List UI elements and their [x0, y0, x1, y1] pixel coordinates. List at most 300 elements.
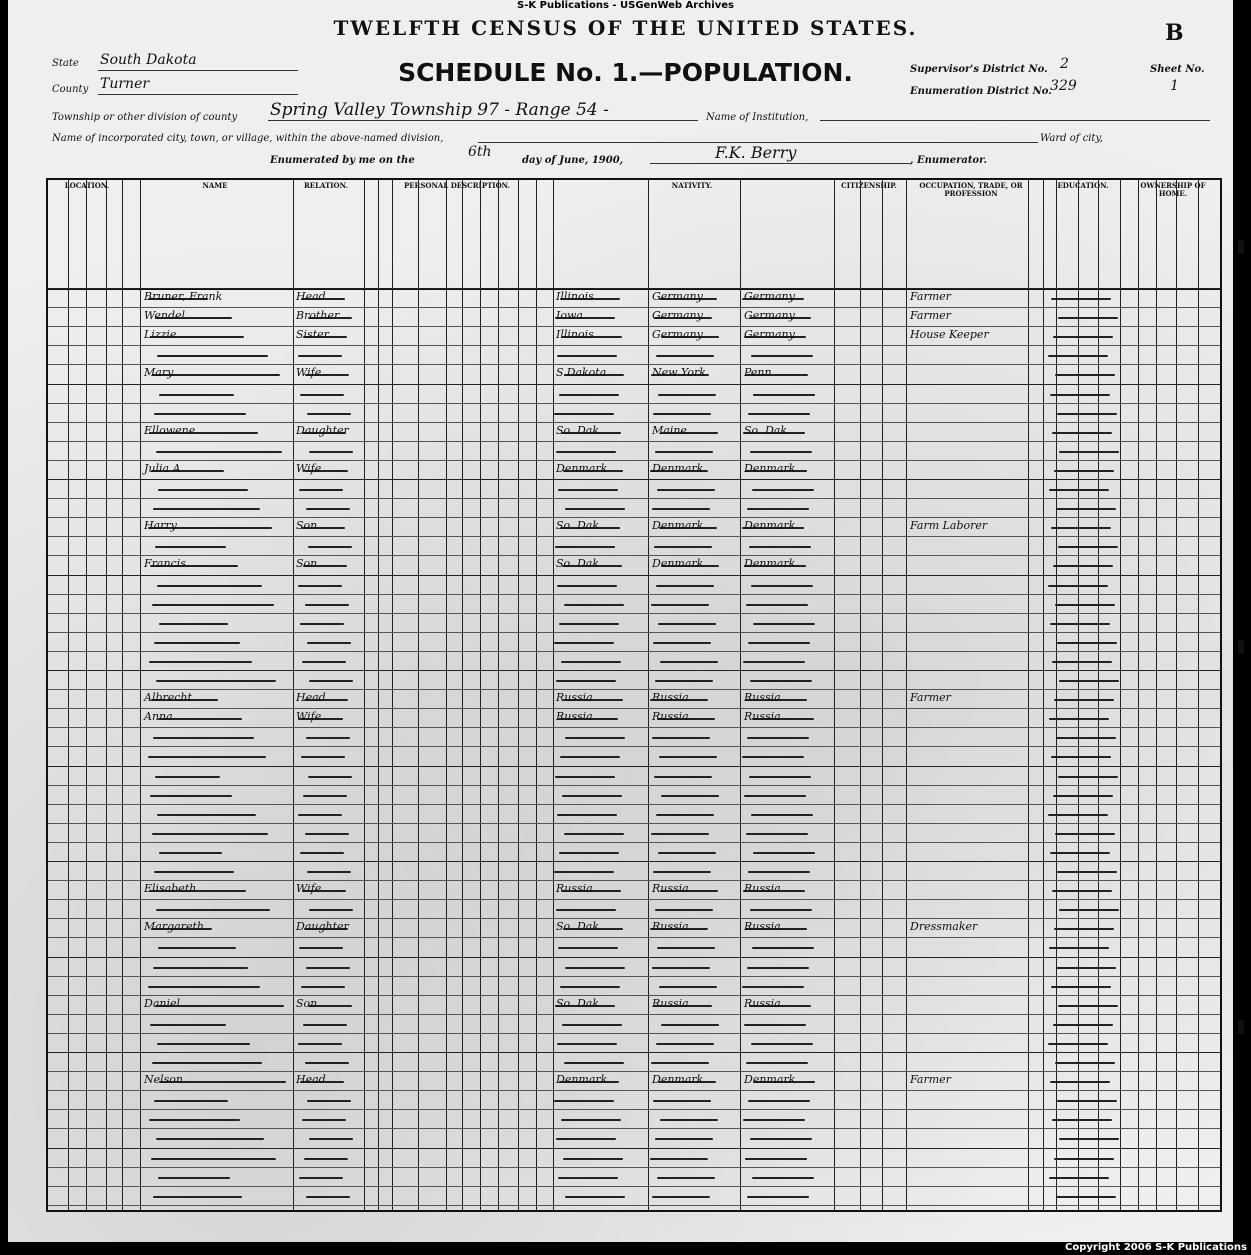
- row-rule: [48, 345, 1220, 346]
- entry-relation: Head: [296, 290, 326, 303]
- column-rule: [1043, 180, 1044, 1210]
- institution-label: Name of Institution,: [706, 112, 809, 123]
- handwriting-stroke: [306, 1196, 350, 1198]
- row-rule: [48, 708, 1220, 709]
- township-value: Spring Valley Township 97 - Range 54 -: [270, 100, 609, 120]
- handwriting-stroke: [753, 623, 815, 625]
- column-rule: [1138, 180, 1139, 1210]
- handwriting-stroke: [1056, 1196, 1116, 1198]
- entry-name: Albrecht: [144, 691, 192, 705]
- handwriting-stroke: [1053, 336, 1113, 338]
- incorporated-label: Name of incorporated city, town, or village, within the above-named division,: [52, 133, 444, 144]
- row-rule: [48, 1128, 1220, 1129]
- entry-name: Elisabeth: [144, 882, 197, 896]
- column-rule: [1156, 180, 1157, 1210]
- entry-mother-birthplace: Russia: [744, 710, 781, 724]
- handwriting-stroke: [565, 967, 625, 969]
- education-header: EDUCATION.: [1057, 181, 1109, 190]
- handwriting-stroke: [558, 489, 618, 491]
- handwriting-stroke: [299, 1177, 343, 1179]
- handwriting-stroke: [306, 737, 350, 739]
- sheet-value: 1: [1170, 78, 1179, 94]
- binding-hole: [1238, 240, 1244, 254]
- entry-birthplace: So. Dak: [556, 557, 600, 571]
- row-rule: [48, 766, 1220, 767]
- entry-occupation: Farmer: [910, 691, 951, 705]
- handwriting-stroke: [150, 795, 232, 797]
- handwriting-stroke: [559, 852, 619, 854]
- handwriting-stroke: [156, 909, 270, 911]
- handwriting-stroke: [658, 394, 716, 396]
- handwriting-stroke: [651, 1062, 709, 1064]
- handwriting-stroke: [556, 680, 616, 682]
- handwriting-stroke: [1051, 756, 1111, 758]
- row-rule: [48, 861, 1220, 862]
- column-rule: [86, 180, 87, 1210]
- entry-name: Mary: [144, 366, 174, 380]
- handwriting-stroke: [655, 451, 713, 453]
- entry-father-birthplace: Russia: [652, 882, 689, 896]
- binding-hole: [1238, 640, 1244, 654]
- handwriting-stroke: [748, 413, 810, 415]
- handwriting-stroke: [309, 909, 353, 911]
- entry-father-birthplace: Germany: [652, 290, 703, 303]
- entry-mother-birthplace: Russia: [744, 882, 781, 896]
- enumerated-day: 6th: [468, 144, 492, 160]
- handwriting-stroke: [1049, 947, 1109, 949]
- handwriting-stroke: [746, 604, 808, 606]
- handwriting-stroke: [1057, 413, 1117, 415]
- handwriting-stroke: [555, 546, 615, 548]
- handwriting-stroke: [1054, 699, 1114, 701]
- county-value: Turner: [100, 76, 150, 92]
- handwriting-stroke: [300, 394, 344, 396]
- entry-father-birthplace: Germany: [652, 309, 703, 323]
- handwriting-stroke: [1058, 1005, 1118, 1007]
- entry-relation: Head: [296, 691, 326, 705]
- entry-birthplace: So. Dak: [556, 423, 600, 437]
- handwriting-stroke: [309, 1138, 353, 1140]
- handwriting-stroke: [1050, 623, 1110, 625]
- handwriting-stroke: [561, 661, 621, 663]
- handwriting-stroke: [750, 909, 812, 911]
- handwriting-stroke: [650, 1158, 708, 1160]
- handwriting-stroke: [657, 947, 715, 949]
- handwriting-stroke: [298, 814, 342, 816]
- entry-occupation: Dressmaker: [910, 920, 978, 934]
- handwriting-stroke: [1048, 355, 1108, 357]
- handwriting-stroke: [307, 413, 351, 415]
- township-underline: [268, 120, 698, 121]
- column-rule: [518, 180, 519, 1210]
- handwriting-stroke: [654, 776, 712, 778]
- handwriting-stroke: [751, 355, 813, 357]
- column-rule: [480, 180, 481, 1210]
- entry-birthplace: Russia: [556, 691, 593, 705]
- row-rule: [48, 976, 1220, 977]
- entry-birthplace: Russia: [556, 882, 593, 896]
- entry-mother-birthplace: Germany: [744, 328, 795, 342]
- enumerated-month: day of June, 1900,: [522, 155, 624, 166]
- handwriting-stroke: [749, 776, 811, 778]
- handwriting-stroke: [1054, 928, 1114, 930]
- publisher-line: S-K Publications - USGenWeb Archives: [517, 0, 734, 11]
- entry-birthplace: So. Dak: [556, 996, 600, 1010]
- handwriting-stroke: [150, 1024, 226, 1026]
- row-rule: [48, 804, 1220, 805]
- handwriting-stroke: [753, 394, 815, 396]
- handwriting-stroke: [752, 947, 814, 949]
- entry-father-birthplace: Denmark: [652, 461, 704, 475]
- handwriting-stroke: [751, 814, 813, 816]
- handwriting-stroke: [1051, 298, 1111, 300]
- entry-name: Lizzie: [144, 328, 177, 342]
- handwriting-stroke: [657, 489, 715, 491]
- handwriting-stroke: [654, 546, 712, 548]
- entry-birthplace: Illinois: [556, 328, 594, 342]
- entry-name: Francis: [144, 557, 186, 571]
- entry-father-birthplace: Germany: [652, 328, 703, 342]
- handwriting-stroke: [300, 623, 344, 625]
- row-rule: [48, 1148, 1220, 1149]
- column-rule: [1078, 180, 1079, 1210]
- handwriting-stroke: [750, 1138, 812, 1140]
- handwriting-stroke: [302, 1119, 346, 1121]
- entry-relation: Wife: [296, 882, 322, 896]
- handwriting-stroke: [153, 1196, 242, 1198]
- ward-label: Ward of city,: [1040, 133, 1103, 144]
- handwriting-stroke: [1055, 1062, 1115, 1064]
- handwriting-stroke: [565, 1196, 625, 1198]
- handwriting-stroke: [653, 1100, 711, 1102]
- entry-relation: Son: [296, 996, 318, 1010]
- handwriting-stroke: [657, 1177, 715, 1179]
- row-rule: [48, 689, 1220, 690]
- entry-mother-birthplace: Russia: [744, 691, 781, 705]
- handwriting-stroke: [1049, 718, 1109, 720]
- handwriting-stroke: [1048, 585, 1108, 587]
- handwriting-stroke: [301, 986, 345, 988]
- row-rule: [48, 880, 1220, 881]
- entry-mother-birthplace: Denmark: [744, 461, 796, 475]
- handwriting-stroke: [152, 604, 274, 606]
- handwriting-stroke: [307, 871, 351, 873]
- handwriting-stroke: [153, 508, 260, 510]
- row-rule: [48, 422, 1220, 423]
- row-rule: [48, 1167, 1220, 1168]
- handwriting-stroke: [1055, 374, 1115, 376]
- handwriting-stroke: [558, 947, 618, 949]
- handwriting-stroke: [152, 1062, 262, 1064]
- handwriting-stroke: [653, 871, 711, 873]
- handwriting-stroke: [558, 1177, 618, 1179]
- handwriting-stroke: [1050, 852, 1110, 854]
- column-rule: [882, 180, 883, 1210]
- handwriting-stroke: [652, 737, 710, 739]
- handwriting-stroke: [658, 852, 716, 854]
- column-rule: [1198, 180, 1199, 1210]
- handwriting-stroke: [159, 623, 228, 625]
- column-rule: [648, 180, 649, 1210]
- entry-name: Ellowene: [144, 423, 196, 437]
- column-rule: [1120, 180, 1121, 1210]
- handwriting-stroke: [652, 1196, 710, 1198]
- entry-occupation: Farmer: [910, 290, 951, 303]
- entry-relation: Daughter: [296, 920, 349, 934]
- handwriting-stroke: [746, 833, 808, 835]
- entry-name: Nelson: [144, 1073, 184, 1087]
- entry-father-birthplace: Denmark: [652, 557, 704, 571]
- handwriting-stroke: [298, 355, 342, 357]
- handwriting-stroke: [1053, 565, 1113, 567]
- handwriting-stroke: [554, 871, 614, 873]
- entry-birthplace: So. Dak: [556, 920, 600, 934]
- handwriting-stroke: [753, 852, 815, 854]
- row-rule: [48, 460, 1220, 461]
- handwriting-stroke: [656, 355, 714, 357]
- handwriting-stroke: [1049, 1177, 1109, 1179]
- entry-name: Wendel: [144, 309, 186, 323]
- entry-relation: Son: [296, 519, 318, 533]
- handwriting-stroke: [1052, 432, 1112, 434]
- handwriting-stroke: [660, 1119, 718, 1121]
- handwriting-stroke: [157, 355, 268, 357]
- entry-birthplace: So. Dak: [556, 519, 600, 533]
- handwriting-stroke: [564, 604, 624, 606]
- entry-name: Anna: [144, 710, 173, 724]
- handwriting-stroke: [307, 642, 351, 644]
- handwriting-stroke: [562, 795, 622, 797]
- enumeration-value: 329: [1050, 78, 1077, 94]
- handwriting-stroke: [148, 756, 266, 758]
- entry-mother-birthplace: Germany: [744, 290, 795, 303]
- handwriting-stroke: [564, 833, 624, 835]
- handwriting-stroke: [1056, 967, 1116, 969]
- citizenship-header: CITIZENSHIP.: [841, 181, 897, 190]
- handwriting-stroke: [1051, 986, 1111, 988]
- binding-hole: [1238, 1020, 1244, 1034]
- handwriting-stroke: [303, 1024, 347, 1026]
- entry-occupation: Farmer: [910, 309, 951, 323]
- handwriting-stroke: [303, 795, 347, 797]
- handwriting-stroke: [304, 1158, 348, 1160]
- handwriting-stroke: [1051, 527, 1111, 529]
- row-rule: [48, 785, 1220, 786]
- row-rule: [48, 632, 1220, 633]
- row-rule: [48, 1186, 1220, 1187]
- handwriting-stroke: [148, 986, 260, 988]
- column-rule: [740, 180, 741, 1210]
- column-rule: [834, 180, 835, 1210]
- relation-header: RELATION.: [303, 181, 349, 190]
- handwriting-stroke: [747, 508, 809, 510]
- sheet-label: Sheet No.: [1150, 64, 1205, 75]
- entry-relation: Daughter: [296, 423, 349, 437]
- handwriting-stroke: [559, 623, 619, 625]
- handwriting-stroke: [1050, 394, 1110, 396]
- column-rule: [1176, 180, 1177, 1210]
- entry-name: Margareth: [144, 920, 204, 934]
- handwriting-stroke: [1059, 680, 1119, 682]
- population-table: [46, 178, 1222, 1212]
- handwriting-stroke: [153, 967, 248, 969]
- handwriting-stroke: [1057, 871, 1117, 873]
- handwriting-stroke: [743, 661, 805, 663]
- row-rule: [48, 1014, 1220, 1015]
- handwriting-stroke: [1058, 776, 1118, 778]
- handwriting-stroke: [157, 814, 256, 816]
- row-rule: [48, 727, 1220, 728]
- row-rule: [48, 536, 1220, 537]
- handwriting-stroke: [1053, 1024, 1113, 1026]
- entry-relation: Wife: [296, 366, 322, 380]
- handwriting-stroke: [157, 1043, 250, 1045]
- state-label: State: [52, 58, 79, 69]
- handwriting-stroke: [559, 394, 619, 396]
- handwriting-stroke: [743, 1119, 805, 1121]
- handwriting-stroke: [308, 546, 352, 548]
- handwriting-stroke: [742, 986, 804, 988]
- entry-name: Harry: [144, 519, 177, 533]
- row-rule: [48, 288, 1220, 289]
- handwriting-stroke: [747, 967, 809, 969]
- column-rule: [364, 180, 365, 1210]
- handwriting-stroke: [159, 852, 222, 854]
- handwriting-stroke: [1054, 470, 1114, 472]
- handwriting-stroke: [658, 623, 716, 625]
- handwriting-stroke: [149, 661, 252, 663]
- entry-mother-birthplace: So. Dak: [744, 423, 788, 437]
- handwriting-stroke: [1054, 1158, 1114, 1160]
- row-rule: [48, 670, 1220, 671]
- handwriting-stroke: [1059, 1138, 1119, 1140]
- handwriting-stroke: [1055, 604, 1115, 606]
- handwriting-stroke: [1056, 737, 1116, 739]
- row-rule: [48, 441, 1220, 442]
- handwriting-stroke: [562, 1024, 622, 1026]
- row-rule: [48, 937, 1220, 938]
- handwriting-stroke: [152, 833, 268, 835]
- row-rule: [48, 746, 1220, 747]
- handwriting-stroke: [305, 604, 349, 606]
- handwriting-stroke: [1059, 451, 1119, 453]
- column-rule: [378, 180, 379, 1210]
- handwriting-stroke: [652, 967, 710, 969]
- handwriting-stroke: [661, 1024, 719, 1026]
- handwriting-stroke: [656, 1043, 714, 1045]
- entry-birthplace: S.Dakota: [556, 366, 607, 380]
- sheet-letter: B: [1165, 20, 1184, 46]
- handwriting-stroke: [1056, 508, 1116, 510]
- handwriting-stroke: [309, 451, 353, 453]
- row-rule: [48, 957, 1220, 958]
- handwriting-stroke: [659, 756, 717, 758]
- column-rule: [906, 180, 907, 1210]
- handwriting-stroke: [1052, 661, 1112, 663]
- township-label: Township or other division of county: [52, 112, 238, 123]
- handwriting-stroke: [149, 1119, 240, 1121]
- handwriting-stroke: [156, 680, 276, 682]
- handwriting-stroke: [744, 1024, 806, 1026]
- entry-relation: Brother: [296, 309, 340, 323]
- row-rule: [48, 1205, 1220, 1206]
- handwriting-stroke: [158, 1177, 230, 1179]
- entry-mother-birthplace: Denmark: [744, 519, 796, 533]
- row-rule: [48, 517, 1220, 518]
- entry-father-birthplace: Russia: [652, 920, 689, 934]
- row-rule: [48, 384, 1220, 385]
- handwriting-stroke: [651, 604, 709, 606]
- entry-relation: Sister: [296, 328, 329, 342]
- handwriting-stroke: [556, 909, 616, 911]
- handwriting-stroke: [554, 1100, 614, 1102]
- handwriting-stroke: [557, 814, 617, 816]
- handwriting-stroke: [154, 1100, 228, 1102]
- entry-father-birthplace: New York: [652, 366, 706, 380]
- row-rule: [48, 823, 1220, 824]
- handwriting-stroke: [655, 909, 713, 911]
- handwriting-stroke: [1057, 1100, 1117, 1102]
- entry-father-birthplace: Maine: [652, 423, 687, 437]
- handwriting-stroke: [554, 413, 614, 415]
- handwriting-stroke: [1052, 890, 1112, 892]
- handwriting-stroke: [651, 833, 709, 835]
- county-label: County: [52, 84, 89, 95]
- handwriting-stroke: [751, 1043, 813, 1045]
- row-rule: [48, 651, 1220, 652]
- handwriting-stroke: [1058, 317, 1118, 319]
- entry-mother-birthplace: Denmark: [744, 557, 796, 571]
- entry-mother-birthplace: Germany: [744, 309, 795, 323]
- handwriting-stroke: [749, 546, 811, 548]
- enumeration-label: Enumeration District No.: [910, 86, 1052, 97]
- column-rule: [498, 180, 499, 1210]
- handwriting-stroke: [560, 986, 620, 988]
- handwriting-stroke: [154, 642, 240, 644]
- entry-occupation: Farmer: [910, 1073, 951, 1087]
- entry-mother-birthplace: Denmark: [744, 1073, 796, 1087]
- handwriting-stroke: [659, 986, 717, 988]
- handwriting-stroke: [299, 489, 343, 491]
- column-rule: [1056, 180, 1057, 1210]
- handwriting-stroke: [306, 967, 350, 969]
- column-rule: [68, 180, 69, 1210]
- handwriting-stroke: [565, 508, 625, 510]
- row-rule: [48, 613, 1220, 614]
- handwriting-stroke: [661, 795, 719, 797]
- handwriting-stroke: [156, 451, 282, 453]
- handwriting-stroke: [308, 776, 352, 778]
- entry-father-birthplace: Denmark: [652, 519, 704, 533]
- entry-occupation: Farm Laborer: [910, 519, 988, 533]
- handwriting-stroke: [1053, 795, 1113, 797]
- handwriting-stroke: [157, 585, 262, 587]
- handwriting-stroke: [557, 585, 617, 587]
- row-rule: [48, 899, 1220, 900]
- column-rule: [860, 180, 861, 1210]
- handwriting-stroke: [1048, 814, 1108, 816]
- row-rule: [48, 1109, 1220, 1110]
- row-rule: [48, 307, 1220, 308]
- handwriting-stroke: [1057, 642, 1117, 644]
- handwriting-stroke: [159, 394, 234, 396]
- entry-mother-birthplace: Russia: [744, 920, 781, 934]
- handwriting-stroke: [750, 680, 812, 682]
- handwriting-stroke: [748, 642, 810, 644]
- entry-father-birthplace: Russia: [652, 691, 689, 705]
- handwriting-stroke: [154, 871, 234, 873]
- enumerator-label: , Enumerator.: [910, 155, 987, 166]
